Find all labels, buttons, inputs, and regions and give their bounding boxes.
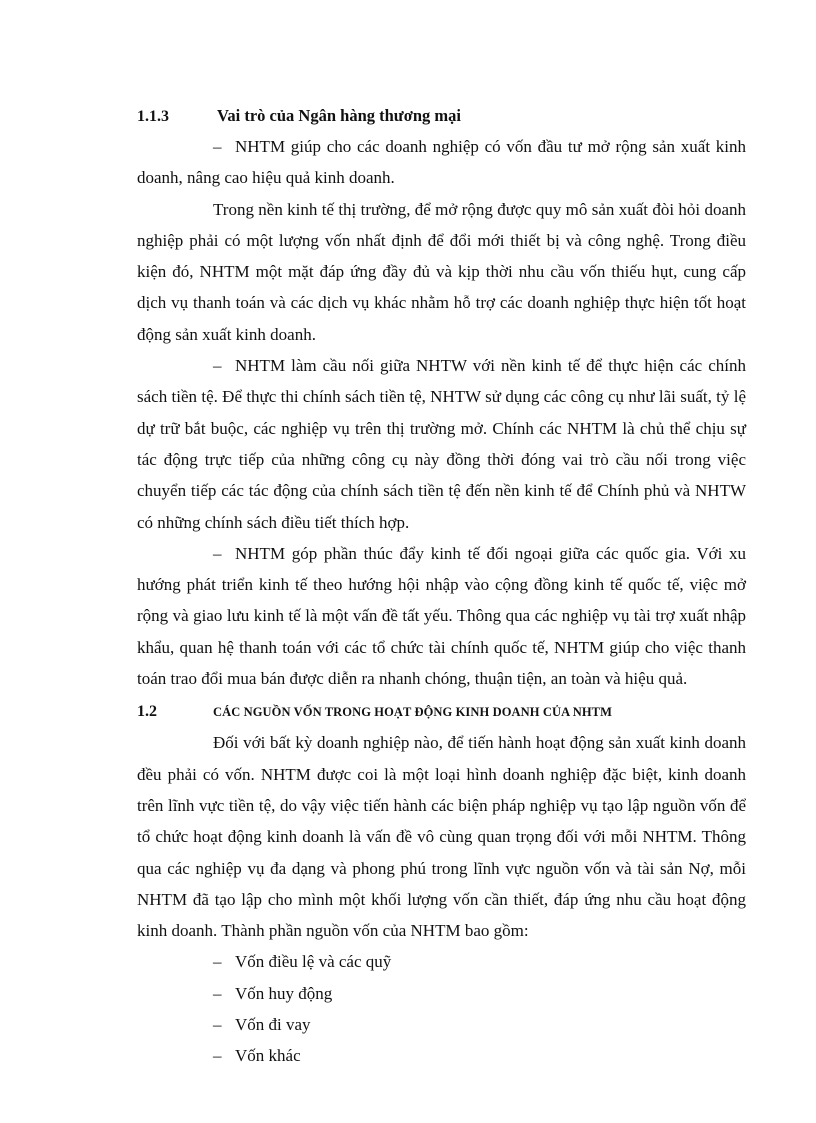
list-item [137, 1009, 746, 1040]
paragraph-market-economy: Trong nền kinh tế thị trường, để mở rộng được quy mô sản xuất đòi hỏi doanh nghiệp phải có một lượng vốn nhất định để đổi mới thiết bị và công nghệ. Trong điều kiện đó, NHTM một mặt đáp ứng đầy đủ và kịp thời nhu cầu vốn thiếu hụt, cung cấp dịch vụ thanh toán và các dịch vụ khác nhằm hỗ trợ các doanh nghiệp thực hiện tốt hoạt động sản xuất kinh doanh. [137, 199, 746, 344]
list-item-text: Vốn khác [235, 1046, 301, 1066]
dash-bullet: – [213, 543, 222, 563]
dash-bullet: – [213, 983, 222, 1003]
section-number: 1.2 [137, 703, 157, 721]
section-title: CÁC NGUỒN VỐN TRONG HOẠT ĐỘNG KINH DOANH CỦA NHTM [213, 705, 613, 720]
section-heading-1-2 [137, 696, 746, 727]
list-item [137, 946, 746, 977]
paragraph-text: NHTM giúp cho các doanh nghiệp có vốn đầu tư mở rộng sản xuất kinh doanh, nâng cao hiệu quả kinh doanh. [137, 137, 746, 188]
list-item-text: Vốn điều lệ và các quỹ [235, 952, 392, 972]
dash-bullet: – [213, 137, 222, 156]
document-page [137, 100, 746, 1072]
list-item-text: Vốn huy động [235, 983, 333, 1003]
capital-sources-list [137, 946, 746, 1071]
paragraph-role-bridge [137, 350, 746, 538]
paragraph-role-capital [137, 131, 746, 194]
paragraph-text: NHTM góp phần thúc đẩy kinh tế đối ngoại giữa các quốc gia. Với xu hướng phát triển kinh tế theo hướng hội nhập vào cộng đồng kinh tế quốc tế, việc mở rộng và giao lưu kinh tế là một vấn đề tất yếu. Thông qua các nghiệp vụ tài trợ xuất nhập khẩu, quan hệ thanh toán với các tổ chức tài chính quốc tế, NHTM giúp cho việc thanh toán trao đổi mua bán được diễn ra nhanh chóng, thuận tiện, an toàn và hiệu quả. [137, 543, 746, 689]
paragraph-capital-sources-intro: Đối với bất kỳ doanh nghiệp nào, để tiến hành hoạt động sản xuất kinh doanh đều phải có vốn. NHTM được coi là một loại hình doanh nghiệp đặc biệt, kinh doanh trên lĩnh vực tiền tệ, do vậy việc tiến hành các biện pháp nghiệp vụ tạo lập nguồn vốn để tổ chức hoạt động kinh doanh là vấn đề vô cùng quan trọng đối với mỗi NHTM. Thông qua các nghiệp vụ đa dạng và phong phú trong lĩnh vực nguồn vốn và tài sản Nợ, mỗi NHTM đã tạo lập cho mình một khối lượng vốn cần thiết, đáp ứng nhu cầu hoạt động kinh doanh. Thành phần nguồn vốn của NHTM bao gồm: [137, 733, 746, 941]
dash-bullet: – [213, 1015, 222, 1035]
paragraph-role-foreign-economy [137, 538, 746, 694]
dash-bullet: – [213, 952, 222, 972]
section-heading-1-1-3 [137, 100, 746, 131]
dash-bullet: – [213, 356, 222, 376]
section-title: Vai trò của Ngân hàng thương mại [217, 106, 461, 125]
list-item [137, 1040, 746, 1071]
paragraph-text: NHTM làm cầu nối giữa NHTW với nền kinh tế để thực hiện các chính sách tiền tệ. Để thực thi chính sách tiền tệ, NHTW sử dụng các công cụ như lãi suất, tỷ lệ dự trữ bắt buộc, các nghiệp vụ trên thị trường mở. Chính các NHTM là chủ thể chịu sự tác động trực tiếp của những công cụ này đồng thời đóng vai trò cầu nối trong việc chuyển tiếp các tác động của chính sách tiền tệ đến nền kinh tế để Chính phủ và NHTW có những chính sách điều tiết thích hợp. [137, 356, 746, 532]
section-number: 1.1.3 [137, 108, 169, 125]
list-item-text: Vốn đi vay [235, 1015, 311, 1035]
dash-bullet: – [213, 1046, 222, 1066]
list-item [137, 978, 746, 1009]
